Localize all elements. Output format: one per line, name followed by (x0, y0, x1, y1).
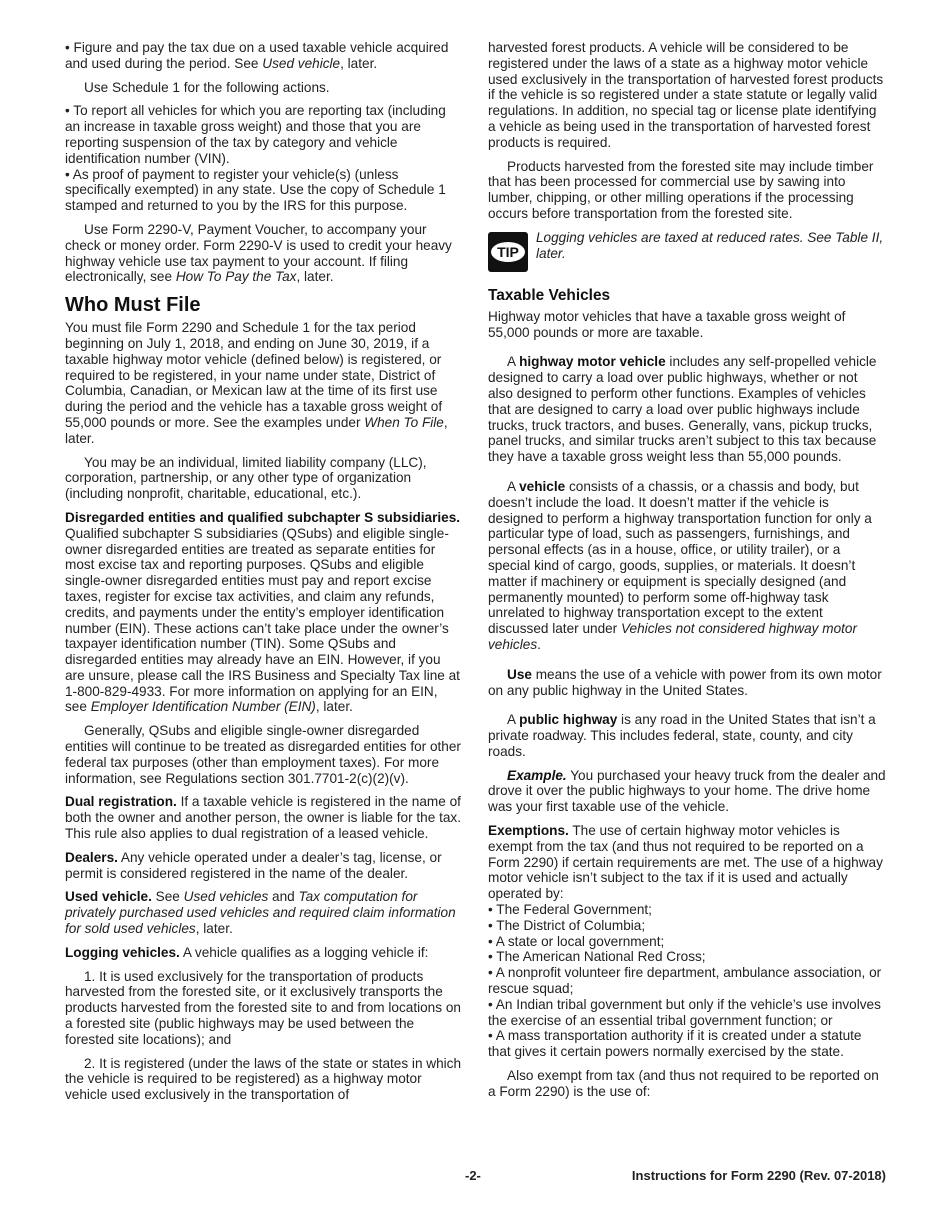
page-number: -2- (465, 1168, 481, 1183)
dealers-paragraph: Dealers. Any vehicle operated under a dealer’s tag, license, or permit is considered registered in the name of the dealer. (65, 849, 442, 881)
taxable-weight-paragraph: Highway motor vehicles that have a taxable gross weight of 55,000 pounds or more are taxable. (488, 308, 846, 340)
dual-registration-paragraph: Dual registration. If a taxable vehicle is registered in the name of both the owner and another person, the owner is liable for the tax. This rule also applies to dual registration of a leased vehicle. (65, 794, 461, 842)
qsubs-paragraph: Generally, QSubs and eligible single-owner disregarded entities will continue to be treated as disregarded entities for other federal tax purposes (other than employment taxes). For more information, see Regulations section 301.7701-2(c)(2)(v). (65, 723, 461, 786)
exempt-item-federal-government: • The Federal Government; (488, 902, 652, 918)
harvested-products-paragraph: harvested forest products. A vehicle will be considered to be registered under the laws of a state as a highway motor vehicle used exclusively in the transportation of harvested forest products if the vehicle is so registered under a state statute or legally valid regulations. In addition, no special tag or license plate identifying a vehicle as being used in the transportation of harvested forest products is required. (488, 40, 884, 150)
products-harvested-paragraph: Products harvested from the forested site may include timber that has been processed for commercial use by sawing into lumber, chipping, or other milling operations if the processing occurs before transportation from the forested site. (488, 158, 874, 221)
exempt-item-district-of-columbia: • The District of Columbia; (488, 917, 646, 933)
logging-vehicles-paragraph: Logging vehicles. A vehicle qualifies as a logging vehicle if: (65, 944, 429, 960)
example-paragraph: Example. You purchased your heavy truck from the dealer and drove it over the public highways to your home. The drive home was your first taxable use of the vehicle. (488, 767, 886, 815)
heading-taxable-vehicles: Taxable Vehicles (488, 286, 611, 304)
entity-types-paragraph: You may be an individual, limited liability company (LLC), corporation, partnership, or any other type of organization (including nonprofit, charitable, educational, etc.). (65, 454, 427, 502)
used-vehicle-paragraph: Used vehicle. See Used vehicles and Tax computation for privately purchased used vehicles and required claim information for sold used vehicles, later. (65, 889, 456, 937)
logging-condition-2: 2. It is registered (under the laws of the state or states in which the vehicle is required to be registered) as a highway motor vehicle used exclusively in the transportation of (65, 1055, 462, 1103)
who-must-file-paragraph: You must file Form 2290 and Schedule 1 for the tax period beginning on July 1, 2018, and ending on June 30, 2019, if a taxable highway motor vehicle (defined below) is registered, or required to be registered, in your name under state, District of Columbia, Canadian, or Mexican law at the time of its first use during the period and the vehicle has a taxable gross weight of 55,000 pounds or more. See the examples under When To File, later. (65, 320, 448, 446)
exempt-item-fire-department: • A nonprofit volunteer fire department, ambulance association, or rescue squad; (488, 965, 882, 997)
logging-condition-1: 1. It is used exclusively for the transportation of products harvested from the forested site, or it exclusively transports the products harvested from the forested site to and from locations on a forested site (public highways may be used between the forested site locations); and (65, 968, 461, 1047)
bullet-report-vehicles: • To report all vehicles for which you are reporting tax (including an increase in taxable gross weight) and those that you are reporting suspension of the tax by category and vehicle identification number (VIN). (65, 103, 446, 166)
exemptions-paragraph: Exemptions. The use of certain highway motor vehicles is exempt from the tax (and thus not required to be reported on a Form 2290) if certain requirements are met. The use of a highway motor vehicle isn’t subject to the tax if it is used and actually operated by: (488, 823, 883, 902)
exempt-item-red-cross: • The American National Red Cross; (488, 949, 706, 965)
public-highway-paragraph: A public highway is any road in the United States that isn’t a private roadway. This includes federal, state, county, and city roads. (488, 712, 876, 759)
right-column (488, 40, 886, 1108)
bullet-used-vehicle: • Figure and pay the tax due on a used taxable vehicle acquired and used during the period. See Used vehicle, later. (65, 40, 449, 71)
page-footer (65, 1168, 886, 1186)
also-exempt-paragraph: Also exempt from tax (and thus not required to be reported on a Form 2290) is the use of: (488, 1068, 879, 1099)
bullet-proof-of-payment: • As proof of payment to register your vehicle(s) (unless specifically exempted) in any state. Use the copy of Schedule 1 stamped and returned to you by the IRS for this purpose. (65, 166, 446, 214)
heading-who-must-file: Who Must File (65, 294, 201, 317)
highway-motor-vehicle-paragraph: A highway motor vehicle includes any self-propelled vehicle designed to carry a load over public highways, whether or not also designed to perform other functions. Examples of vehicles that are designed to carry a load over public highways include trucks, truck tractors, and buses. Generally, vans, pickup trucks, panel trucks, and similar trucks aren’t subject to this tax because they have a taxable gross weight less than 55,000 pounds. (488, 354, 877, 465)
left-column (65, 40, 463, 1111)
exempt-item-tribal-government: • An Indian tribal government but only if the vehicle’s use involves the exercise of an essential tribal government function; or (488, 996, 881, 1028)
exempt-item-mass-transportation: • A mass transportation authority if it is created under a statute that gives it certain powers normally exercised by the state. (488, 1028, 862, 1060)
footer-title: Instructions for Form 2290 (Rev. 07-2018) (631, 1168, 886, 1183)
tip-icon (488, 232, 528, 272)
schedule1-intro: Use Schedule 1 for the following actions. (84, 79, 330, 95)
exempt-item-state-local-government: • A state or local government; (488, 933, 665, 949)
voucher-paragraph: Use Form 2290-V, Payment Voucher, to accompany your check or money order. Form 2290-V is used to credit your heavy highway vehicle use tax payment to your account. If filing electronically, see How To Pay the Tax, later. (65, 221, 452, 285)
tip-text: Logging vehicles are taxed at reduced rates. See Table II, later. (536, 229, 884, 261)
vehicle-definition-paragraph: A vehicle consists of a chassis, or a chassis and body, but doesn’t include the load. It doesn’t matter if the vehicle is designed to perform a highway transportation function for only a particular type of load, such as passengers, furnishings, and personal effects (as in a house, office, or utility trailer), or a special kind of cargo, goods, supplies, or materials. It doesn’t matter if machinery or equipment is specially designed (and permanently mounted) to perform some off-highway task unrelated to highway transportation except to the extent discussed later under Vehicles not considered highway motor vehicles. (488, 478, 872, 652)
tip-box (488, 230, 886, 272)
use-definition-paragraph: Use means the use of a vehicle with power from its own motor on any public highway in the United States. (488, 666, 882, 698)
tip-label: TIP (497, 243, 519, 260)
disregarded-entities-paragraph: Disregarded entities and qualified subchapter S subsidiaries. Qualified subchapter S subsidiaries (QSubs) and eligible single-owner disregarded entities are treated as separate entities for most excise tax and reporting purposes. QSubs and eligible single-owner disregarded entities must pay and report excise taxes, register for excise tax activities, and claim any refunds, credits, and payments under the entity’s employer identification number (EIN). These actions can’t take place under the owner’s taxpayer identification number (TIN). Some QSubs and disregarded entities may already have an EIN. However, if you are unsure, please call the IRS Business and Specialty Tax line at 1-800-829-4933. For more information on applying for an EIN, see Employer Identification Number (EIN), later. (65, 509, 461, 715)
